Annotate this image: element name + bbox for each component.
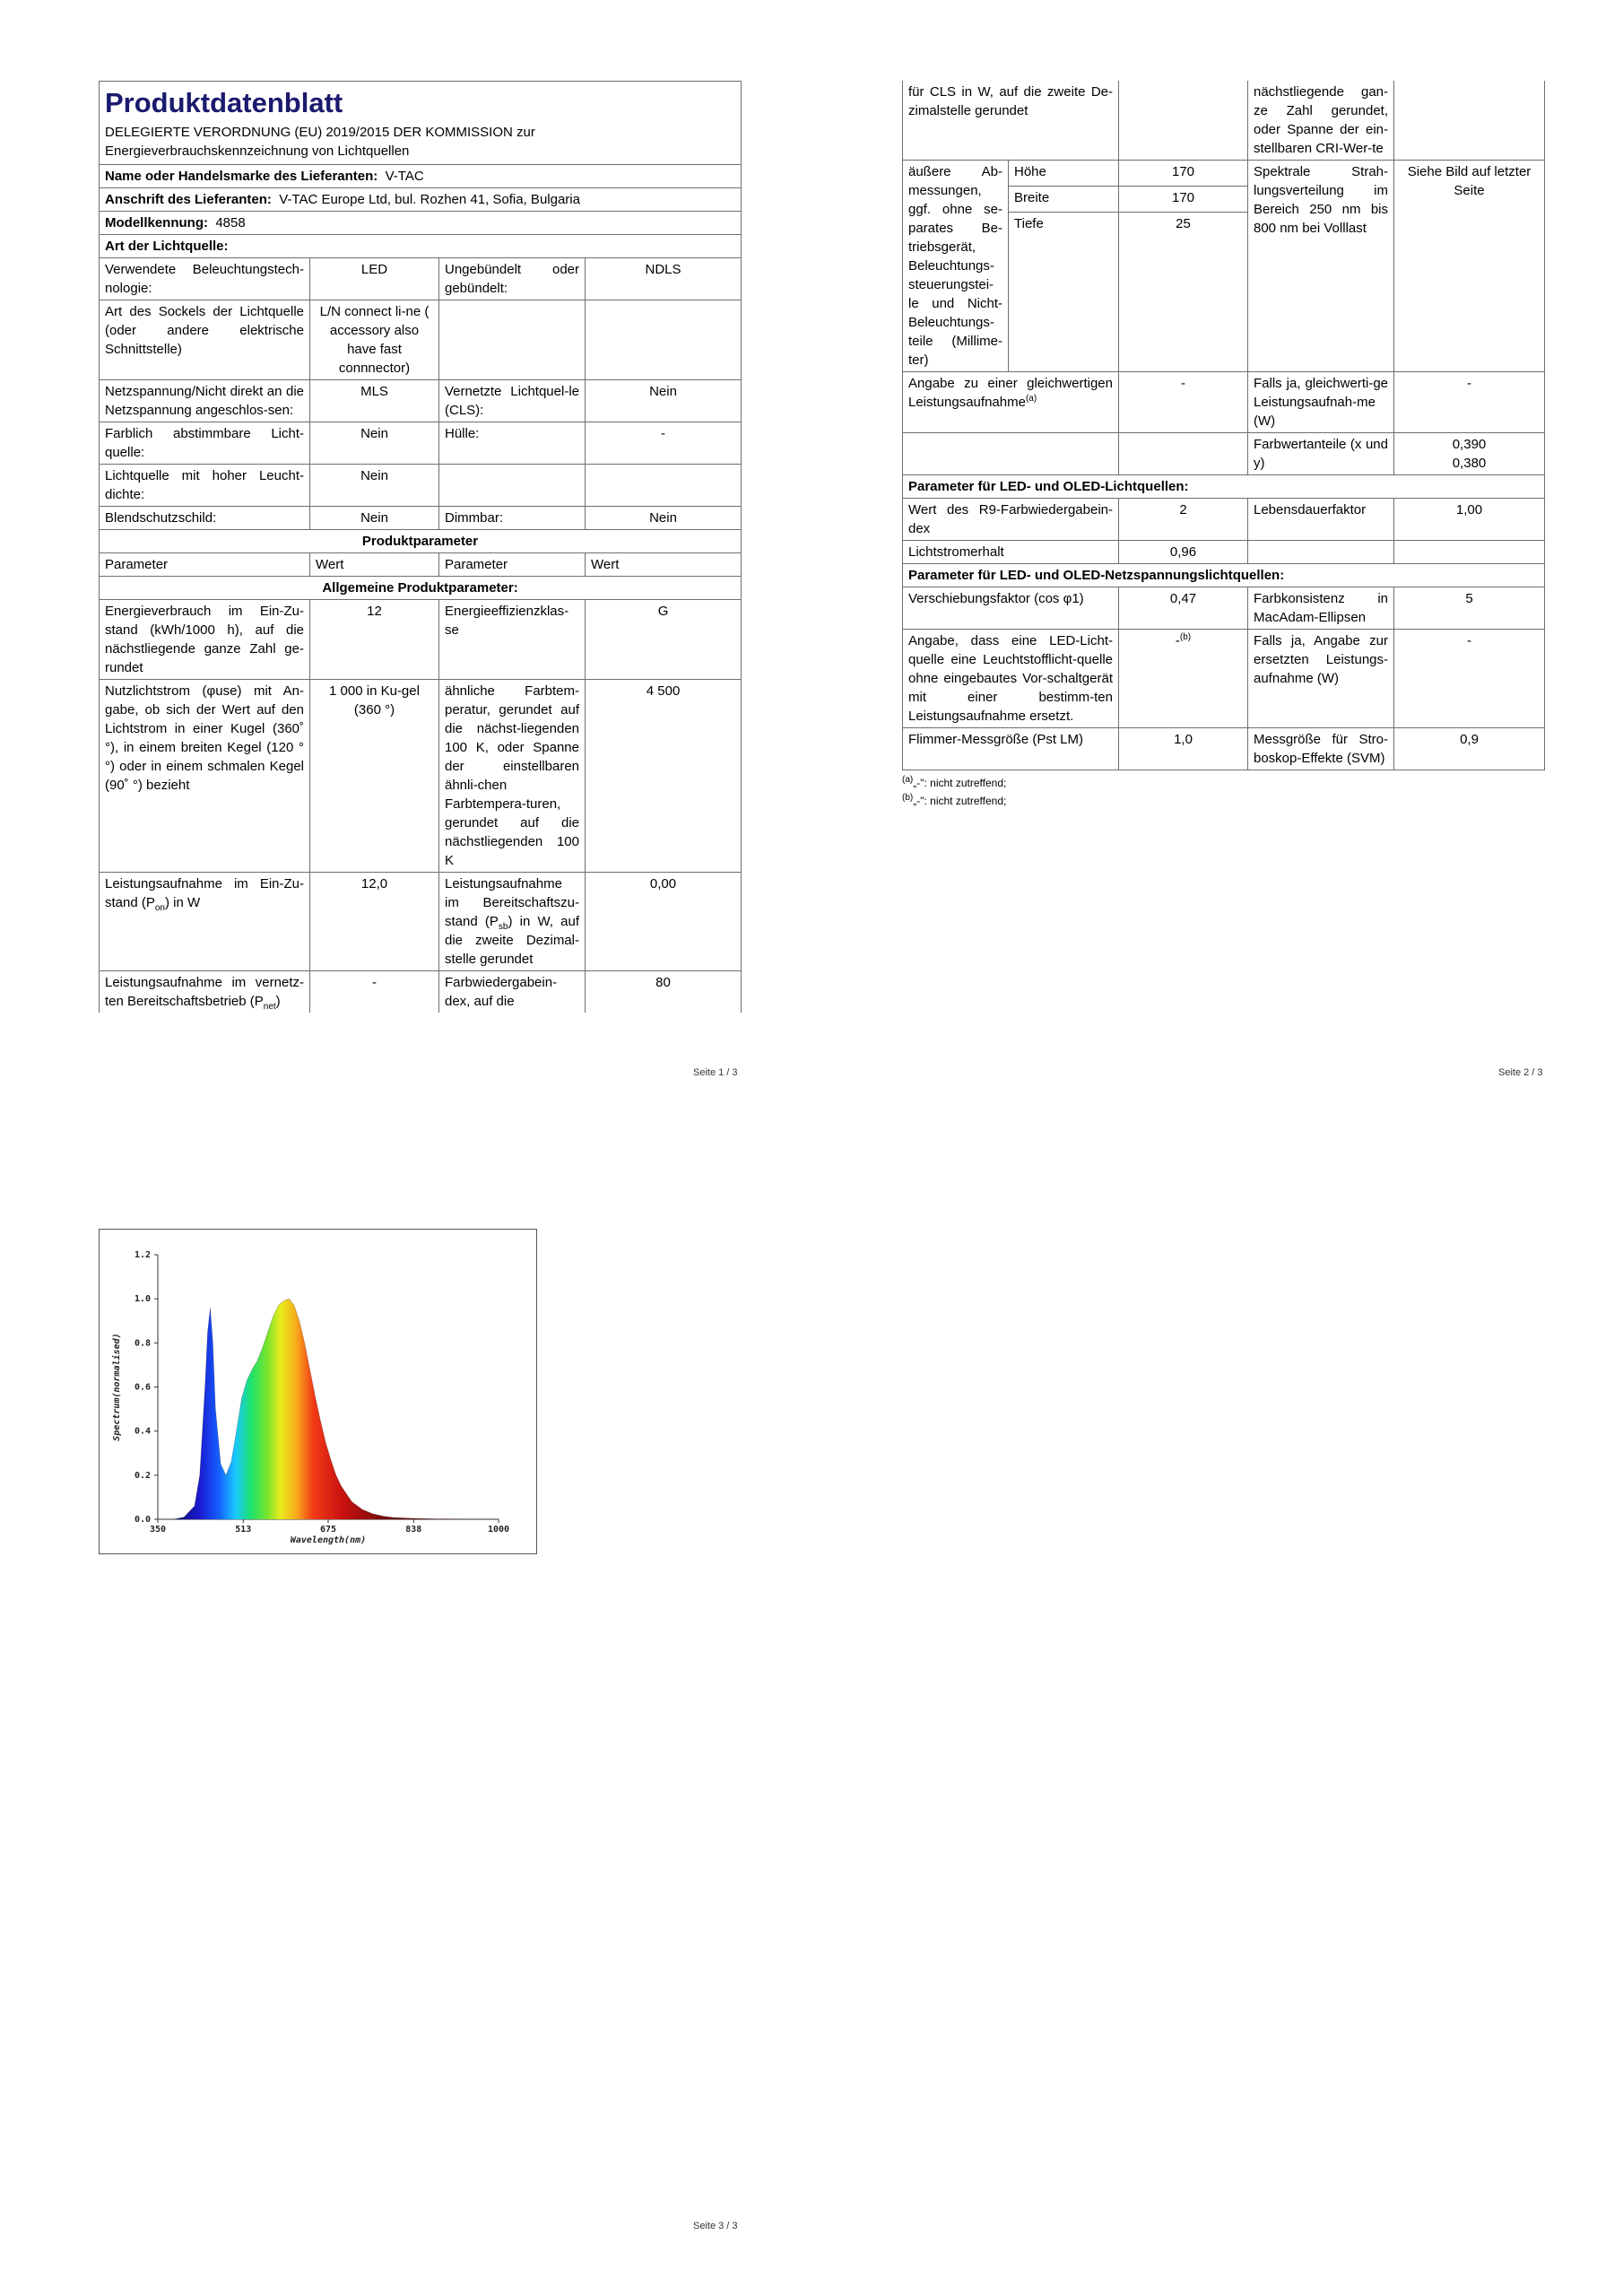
hld-value: Nein [310, 465, 439, 507]
cover-value: - [586, 422, 742, 465]
energy-value: 12 [310, 600, 439, 680]
pon-label-a: Leistungsaufnahme im Ein-Zu-stand (P [105, 876, 304, 910]
cls-value: Nein [586, 380, 742, 422]
col-param-header: Parameter [100, 553, 310, 577]
col-value-header: Wert [310, 553, 439, 577]
empty-cell [439, 300, 586, 380]
macadam-label: Farbkonsistenz in MacAdam-Ellipsen [1248, 587, 1394, 630]
supplier-label: Name oder Handelsmarke des Lieferanten: [105, 169, 378, 184]
replace-label: Angabe, dass eine LED-Licht-quelle eine Leuchtstofflicht-quelle ohne eingebautes Vor-schaltgerät mit einer bestimm-ten Leistungsaufnahme ersetzt. [903, 630, 1119, 728]
empty-cell [586, 465, 742, 507]
pnet-label-a: Leistungsaufnahme im vernetz-ten Bereitschaftsbetrieb (P [105, 975, 304, 1009]
product-params-header: Produktparameter [100, 530, 742, 553]
datasheet-table-page2 [902, 81, 1545, 770]
glare-label: Blendschutzschild: [100, 507, 310, 530]
y-tick-label: 0.4 [134, 1426, 151, 1437]
spectrum-chart-frame [99, 1229, 537, 1554]
r9-label: Wert des R9-Farbwiedergabein-dex [903, 499, 1119, 541]
life-label: Lebensdauerfaktor [1248, 499, 1394, 541]
x-axis-label: Wavelength(nm) [290, 1535, 367, 1545]
equiv-power-value: - [1119, 372, 1248, 433]
empty-cell [1248, 541, 1394, 564]
pnet-value: - [310, 971, 439, 1013]
fn-b-text: „-": nicht zutreffend; [913, 795, 1007, 807]
x-tick-label: 350 [149, 1525, 167, 1535]
socket-label: Art des Sockels der Lichtquelle (oder andere elektrische Schnittstelle) [100, 300, 310, 380]
dimmable-label: Dimmbar: [439, 507, 586, 530]
equiv-label-a: Angabe zu einer gleichwertigen Leistungsaufnahme [908, 376, 1113, 410]
mains-params-header: Parameter für LED- und OLED-Netzspannungslichtquellen: [903, 564, 1545, 587]
replace-if-value: - [1394, 630, 1545, 728]
pon-sub: on [154, 903, 165, 913]
page-footer-1: Seite 1 / 3 [693, 1067, 738, 1078]
svm-value: 0,9 [1394, 728, 1545, 770]
equiv-power-label [903, 372, 1119, 433]
page-title: Produktdatenblatt [105, 87, 343, 118]
psb-label-a: Leistungsaufnahme im Bereitschaftszu-stand (P [445, 876, 579, 929]
height-label: Höhe [1009, 161, 1119, 187]
replace-value-a: - [1175, 633, 1180, 648]
datasheet-table-page1 [99, 81, 742, 1013]
flux-label: Nutzlichtstrom (φuse) mit An-gabe, ob sich der Wert auf den Lichtstrom in einer Kugel (360˚ °), in einem breiten Kegel (120 °°) oder in einem schmalen Kegel (90˚ °) bezieht [100, 680, 310, 873]
chroma-x: 0,390 [1452, 437, 1487, 452]
dimmable-value: Nein [586, 507, 742, 530]
depth-label: Tiefe [1009, 213, 1119, 372]
spectrum-chart [100, 1230, 536, 1553]
page-2 [902, 81, 1545, 810]
energy-class-label: Energieeffizienzklas-se [439, 600, 586, 680]
macadam-value: 5 [1394, 587, 1545, 630]
col-param2-header: Parameter [439, 553, 586, 577]
cri-cont: nächstliegende gan-ze Zahl gerundet, oder Spanne der ein-stellbaren CRI-Wer-te [1248, 81, 1394, 161]
height-value: 170 [1119, 161, 1248, 187]
cls-label: Vernetzte Lichtquel-le (CLS): [439, 380, 586, 422]
psb-value: 0,00 [586, 873, 742, 971]
model-row [100, 212, 742, 235]
footnote-a [902, 774, 1545, 792]
x-tick-label: 838 [405, 1525, 422, 1535]
pst-value: 1,0 [1119, 728, 1248, 770]
x-tick-label: 513 [235, 1525, 252, 1535]
y-tick-label: 0.0 [134, 1515, 151, 1525]
spectrum-area-series [174, 1299, 499, 1519]
light-source-type-header: Art der Lichtquelle: [100, 235, 742, 258]
y-tick-label: 0.2 [134, 1470, 151, 1481]
cls-power-cont: für CLS in W, auf die zweite De-zimalstelle gerundet [903, 81, 1119, 161]
chroma-y: 0,380 [1452, 456, 1487, 471]
psb-sub: sb [498, 922, 508, 932]
energy-label: Energieverbrauch im Ein-Zu-stand (kWh/1000 h), auf die nächstliegende ganze Zahl ge-rundet [100, 600, 310, 680]
flux-value: 1 000 in Ku-gel (360 °) [310, 680, 439, 873]
y-tick-label: 0.6 [134, 1382, 151, 1393]
width-label: Breite [1009, 187, 1119, 213]
pnet-label-b: ) [275, 994, 281, 1009]
r9-value: 2 [1119, 499, 1248, 541]
psb-label-b: ) in W, auf die zweite Dezimal-stelle gerundet [445, 914, 579, 967]
ndls-value: NDLS [586, 258, 742, 300]
depth-value: 25 [1119, 213, 1248, 372]
tunable-label: Farblich abstimmbare Licht-quelle: [100, 422, 310, 465]
flux-maint-label: Lichtstromerhalt [903, 541, 1119, 564]
cri-label: Farbwiedergabein-dex, auf die [439, 971, 586, 1013]
y-tick-label: 1.0 [134, 1294, 151, 1305]
hld-label: Lichtquelle mit hoher Leucht-dichte: [100, 465, 310, 507]
empty-cell [1119, 81, 1248, 161]
cri-value: 80 [586, 971, 742, 1013]
tech-label: Verwendete Beleuchtungstech-nologie: [100, 258, 310, 300]
socket-value: L/N connect li-ne ( accessory also have fast connnector) [310, 300, 439, 380]
empty-cell [1394, 541, 1545, 564]
y-tick-label: 1.2 [134, 1250, 151, 1260]
life-value: 1,00 [1394, 499, 1545, 541]
replace-value [1119, 630, 1248, 728]
psb-label [439, 873, 586, 971]
regulation-subtitle: DELEGIERTE VERORDNUNG (EU) 2019/2015 DER KOMMISSION zur Energieverbrauchskennzeichnung von Lichtquellen [105, 125, 535, 159]
svm-label: Messgröße für Stro-boskop-Effekte (SVM) [1248, 728, 1394, 770]
cover-label: Hülle: [439, 422, 586, 465]
spectrum-value: Siehe Bild auf letzter Seite [1394, 161, 1545, 372]
address-value: V-TAC Europe Ltd, bul. Rozhen 41, Sofia, Bulgaria [279, 192, 580, 207]
cosphi-value: 0,47 [1119, 587, 1248, 630]
mains-value: MLS [310, 380, 439, 422]
cosphi-label: Verschiebungsfaktor (cos φ1) [903, 587, 1119, 630]
tunable-value: Nein [310, 422, 439, 465]
mains-label: Netzspannung/Nicht direkt an die Netzspannung angeschlos-sen: [100, 380, 310, 422]
address-label: Anschrift des Lieferanten: [105, 192, 272, 207]
empty-cell [1394, 81, 1545, 161]
equiv-if-value: - [1394, 372, 1545, 433]
energy-class-value: G [586, 600, 742, 680]
supplier-row [100, 165, 742, 188]
flux-maint-value: 0,96 [1119, 541, 1248, 564]
width-value: 170 [1119, 187, 1248, 213]
page-footer-3: Seite 3 / 3 [693, 2221, 738, 2231]
chroma-label: Farbwertanteile (x und y) [1248, 433, 1394, 475]
ndls-label: Ungebündelt oder gebündelt: [439, 258, 586, 300]
empty-cell [903, 433, 1119, 475]
col-value2-header: Wert [586, 553, 742, 577]
led-params-header: Parameter für LED- und OLED-Lichtquellen: [903, 475, 1545, 499]
model-label: Modellkennung: [105, 215, 208, 230]
empty-cell [1119, 433, 1248, 475]
footnote-b [902, 792, 1545, 810]
header-cell [100, 82, 742, 165]
pnet-sub: net [263, 1002, 276, 1012]
x-tick-label: 1000 [487, 1525, 510, 1535]
fn-b-sup: (b) [902, 793, 914, 803]
pon-label-b: ) in W [165, 895, 201, 910]
chroma-value [1394, 433, 1545, 475]
spectrum-label: Spektrale Strah-lungsverteilung im Bereich 250 nm bis 800 nm bei Volllast [1248, 161, 1394, 372]
replace-sup: (b) [1179, 632, 1192, 642]
pon-value: 12,0 [310, 873, 439, 971]
dimensions-label: äußere Ab-messungen, ggf. ohne se-parates Be-triebsgerät, Beleuchtungs-steuerungstei-le und Nicht-Beleuchtungs-teile (Millime-ter) [903, 161, 1009, 372]
pnet-label [100, 971, 310, 1013]
pon-label [100, 873, 310, 971]
glare-value: Nein [310, 507, 439, 530]
pst-label: Flimmer-Messgröße (Pst LM) [903, 728, 1119, 770]
supplier-value: V-TAC [385, 169, 424, 184]
cct-label: ähnliche Farbtem-peratur, gerundet auf die nächst-liegenden 100 K, oder Spanne der einstellbaren ähnli-chen Farbtempera-turen, gerundet auf die nächstliegenden 100 K [439, 680, 586, 873]
address-row [100, 188, 742, 212]
page-footer-2: Seite 2 / 3 [1498, 1067, 1543, 1078]
empty-cell [439, 465, 586, 507]
fn-a-text: „-": nicht zutreffend; [913, 777, 1007, 789]
equiv-if-label: Falls ja, gleichwerti-ge Leistungsaufnah-me (W) [1248, 372, 1394, 433]
tech-value: LED [310, 258, 439, 300]
fn-a-sup: (a) [902, 775, 914, 785]
cct-value: 4 500 [586, 680, 742, 873]
y-tick-label: 0.8 [134, 1338, 151, 1349]
empty-cell [586, 300, 742, 380]
x-tick-label: 675 [319, 1525, 337, 1535]
general-params-header: Allgemeine Produktparameter: [100, 577, 742, 600]
replace-if-label: Falls ja, Angabe zur ersetzten Leistungs-aufnahme (W) [1248, 630, 1394, 728]
page-1 [99, 81, 742, 1013]
equiv-sup: (a) [1025, 394, 1037, 404]
model-value: 4858 [215, 215, 246, 230]
y-axis-label: Spectrum(normalised) [112, 1333, 122, 1441]
